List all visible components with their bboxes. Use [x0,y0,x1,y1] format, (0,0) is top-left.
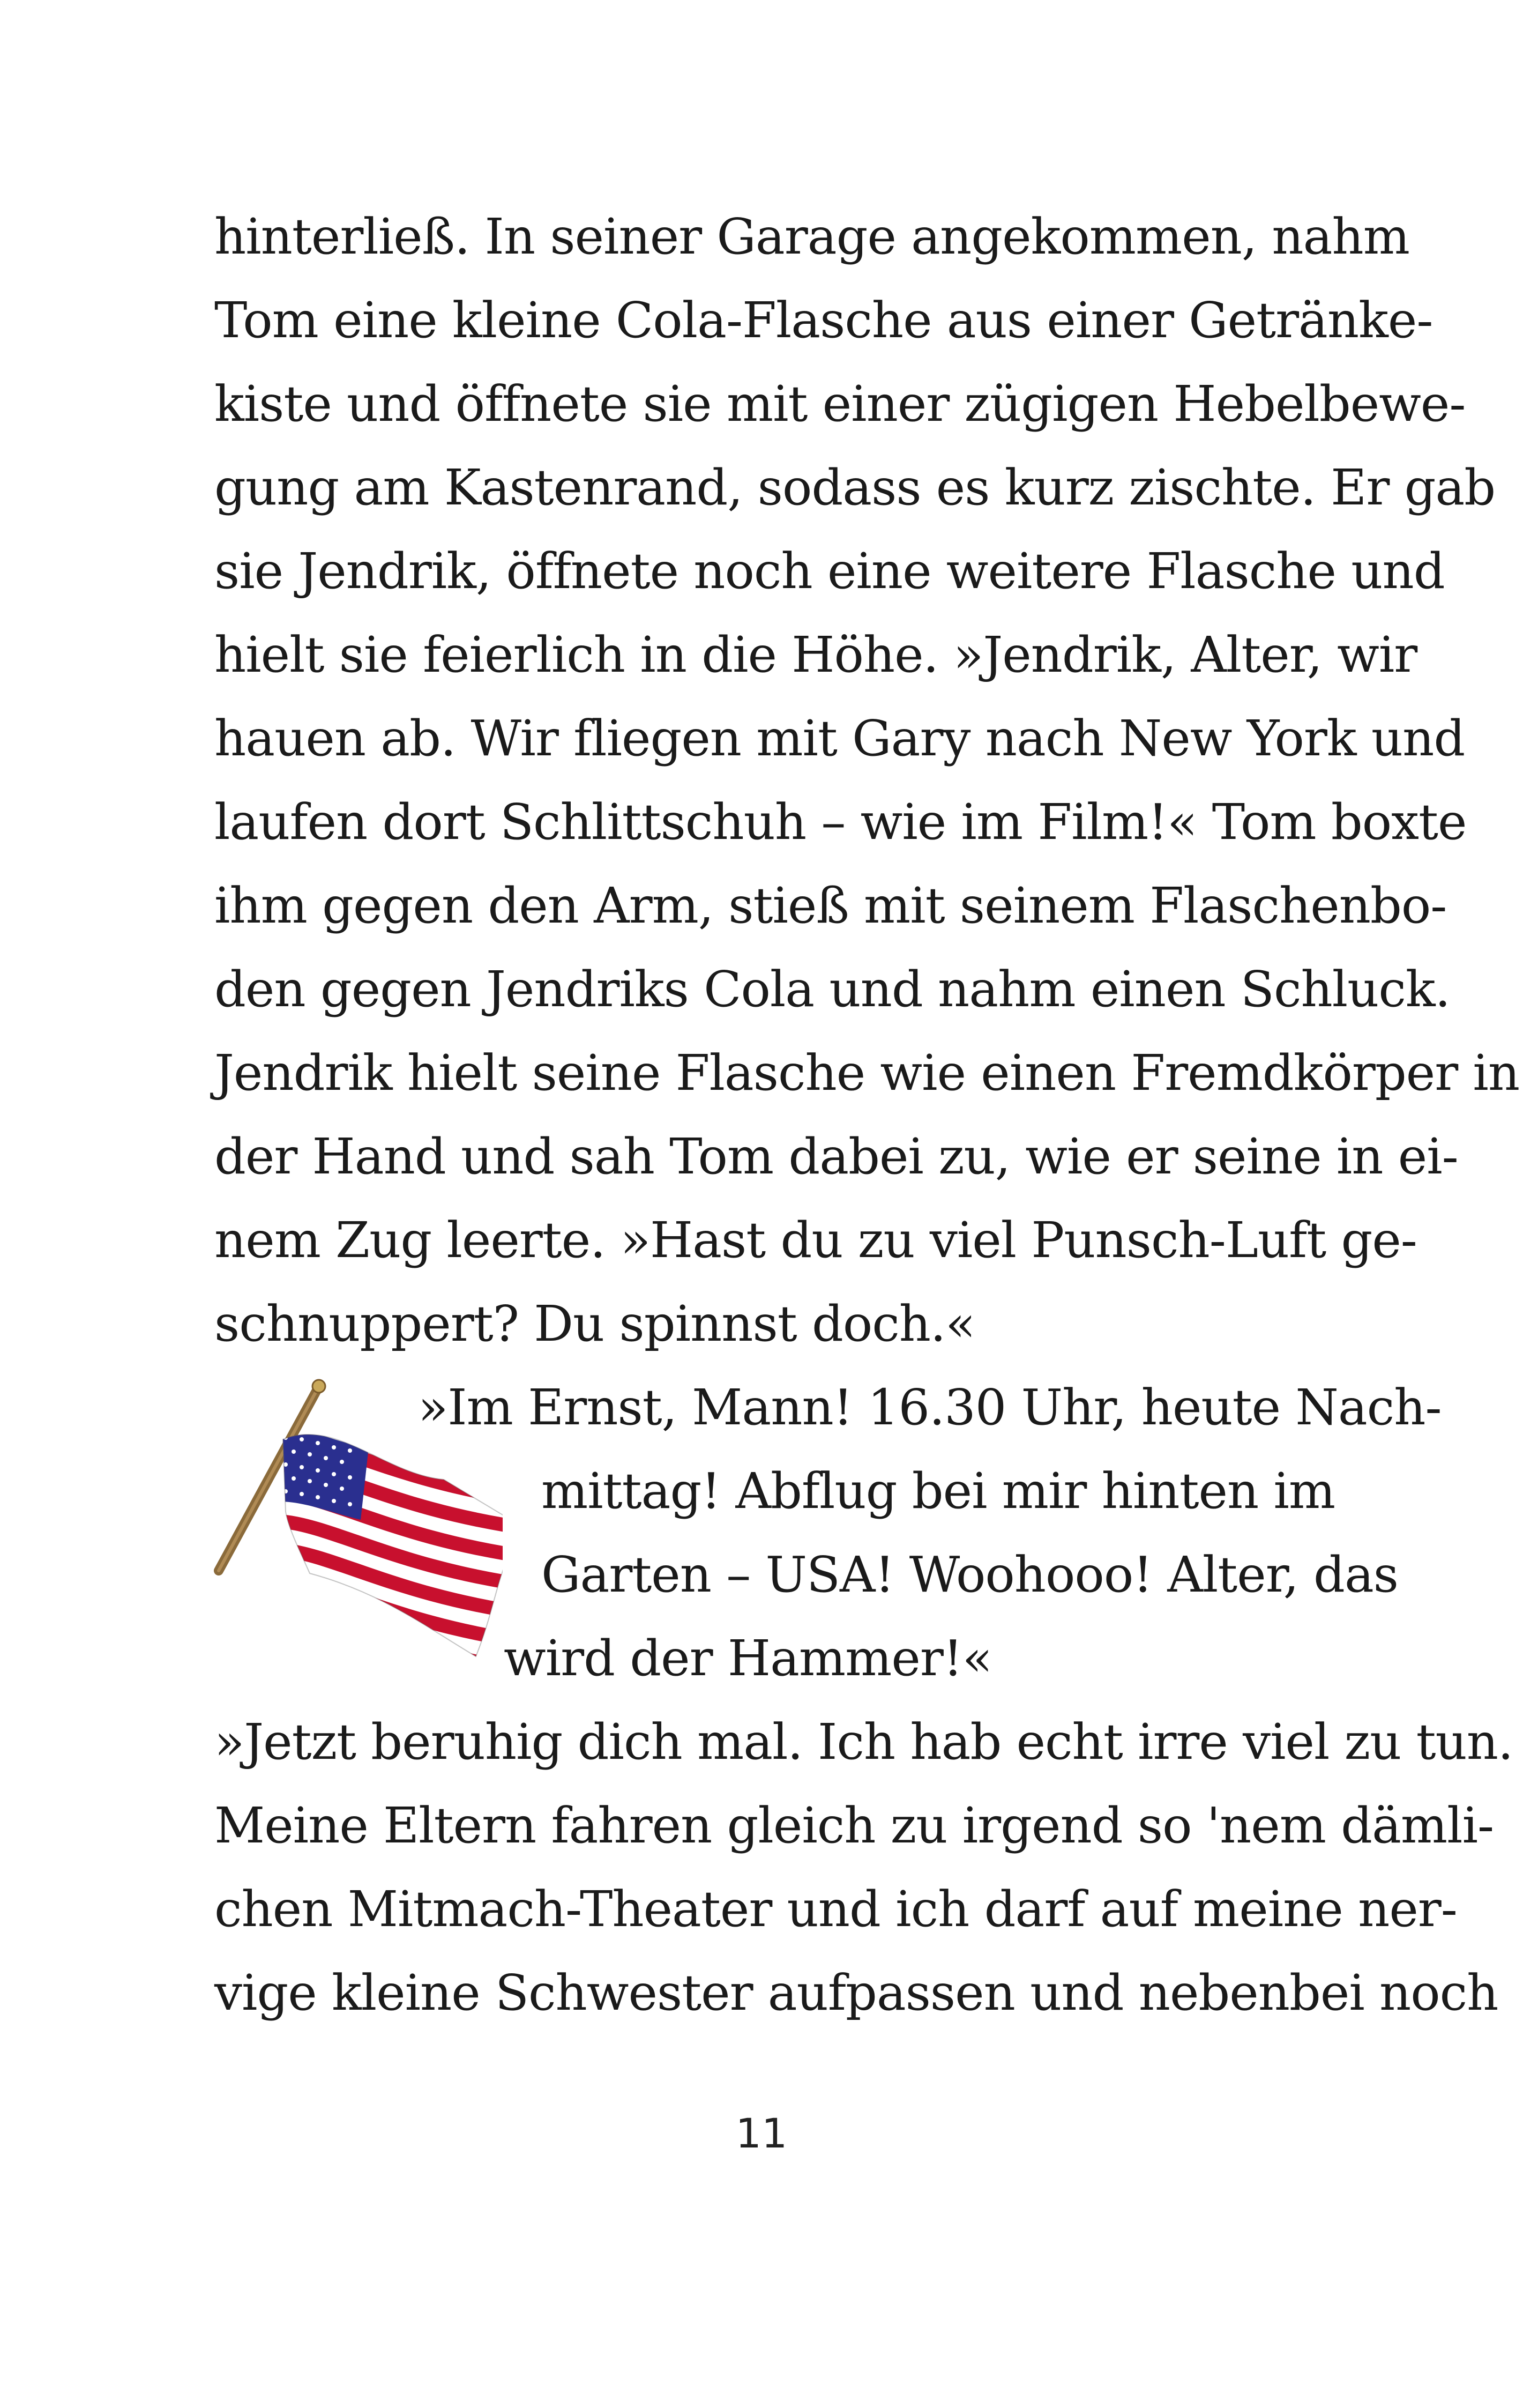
text-line: nem Zug leerte. »Hast du zu viel Punsch-Luft ge- [214,1212,1417,1269]
text-line: wird der Hammer!« [504,1630,992,1687]
text-line: »Jetzt beruhig dich mal. Ich hab echt irre viel zu tun. [214,1713,1513,1771]
text-line: Tom eine kleine Cola-Flasche aus einer Getränke- [214,292,1433,349]
text-line: »Im Ernst, Mann! 16.30 Uhr, heute Nach- [418,1379,1442,1436]
text-line: vige kleine Schwester aufpassen und nebenbei noch [214,1964,1498,2021]
text-line: Jendrik hielt seine Flasche wie einen Fremdkörper in [214,1044,1520,1102]
text-line: hauen ab. Wir fliegen mit Gary nach New York und [214,710,1465,767]
text-line: kiste und öffnete sie mit einer zügigen Hebelbewe- [214,375,1466,433]
text-line: der Hand und sah Tom dabei zu, wie er seine in ei- [214,1128,1458,1185]
text-line: schnuppert? Du spinnst doch.« [214,1295,975,1352]
page-number: 11 [735,2109,788,2157]
text-line: mittag! Abflug bei mir hinten im [541,1462,1335,1520]
text-line: gung am Kastenrand, sodass es kurz zischte. Er gab [214,459,1496,516]
text-line: den gegen Jendriks Cola und nahm einen Schluck. [214,961,1450,1018]
text-line: Meine Eltern fahren gleich zu irgend so 'nem dämli- [214,1797,1494,1854]
text-line: hielt sie feierlich in die Höhe. »Jendrik, Alter, wir [214,626,1417,683]
text-line: laufen dort Schlittschuh – wie im Film!« Tom boxte [214,793,1467,851]
text-line: sie Jendrik, öffnete noch eine weitere Flasche und [214,542,1445,600]
text-line: Garten – USA! Woohooo! Alter, das [541,1546,1399,1603]
text-line: ihm gegen den Arm, stieß mit seinem Flaschenbo- [214,877,1447,934]
text-line: hinterließ. In seiner Garage angekommen, nahm [214,208,1409,265]
text-line: chen Mitmach-Theater und ich darf auf meine ner- [214,1881,1457,1938]
